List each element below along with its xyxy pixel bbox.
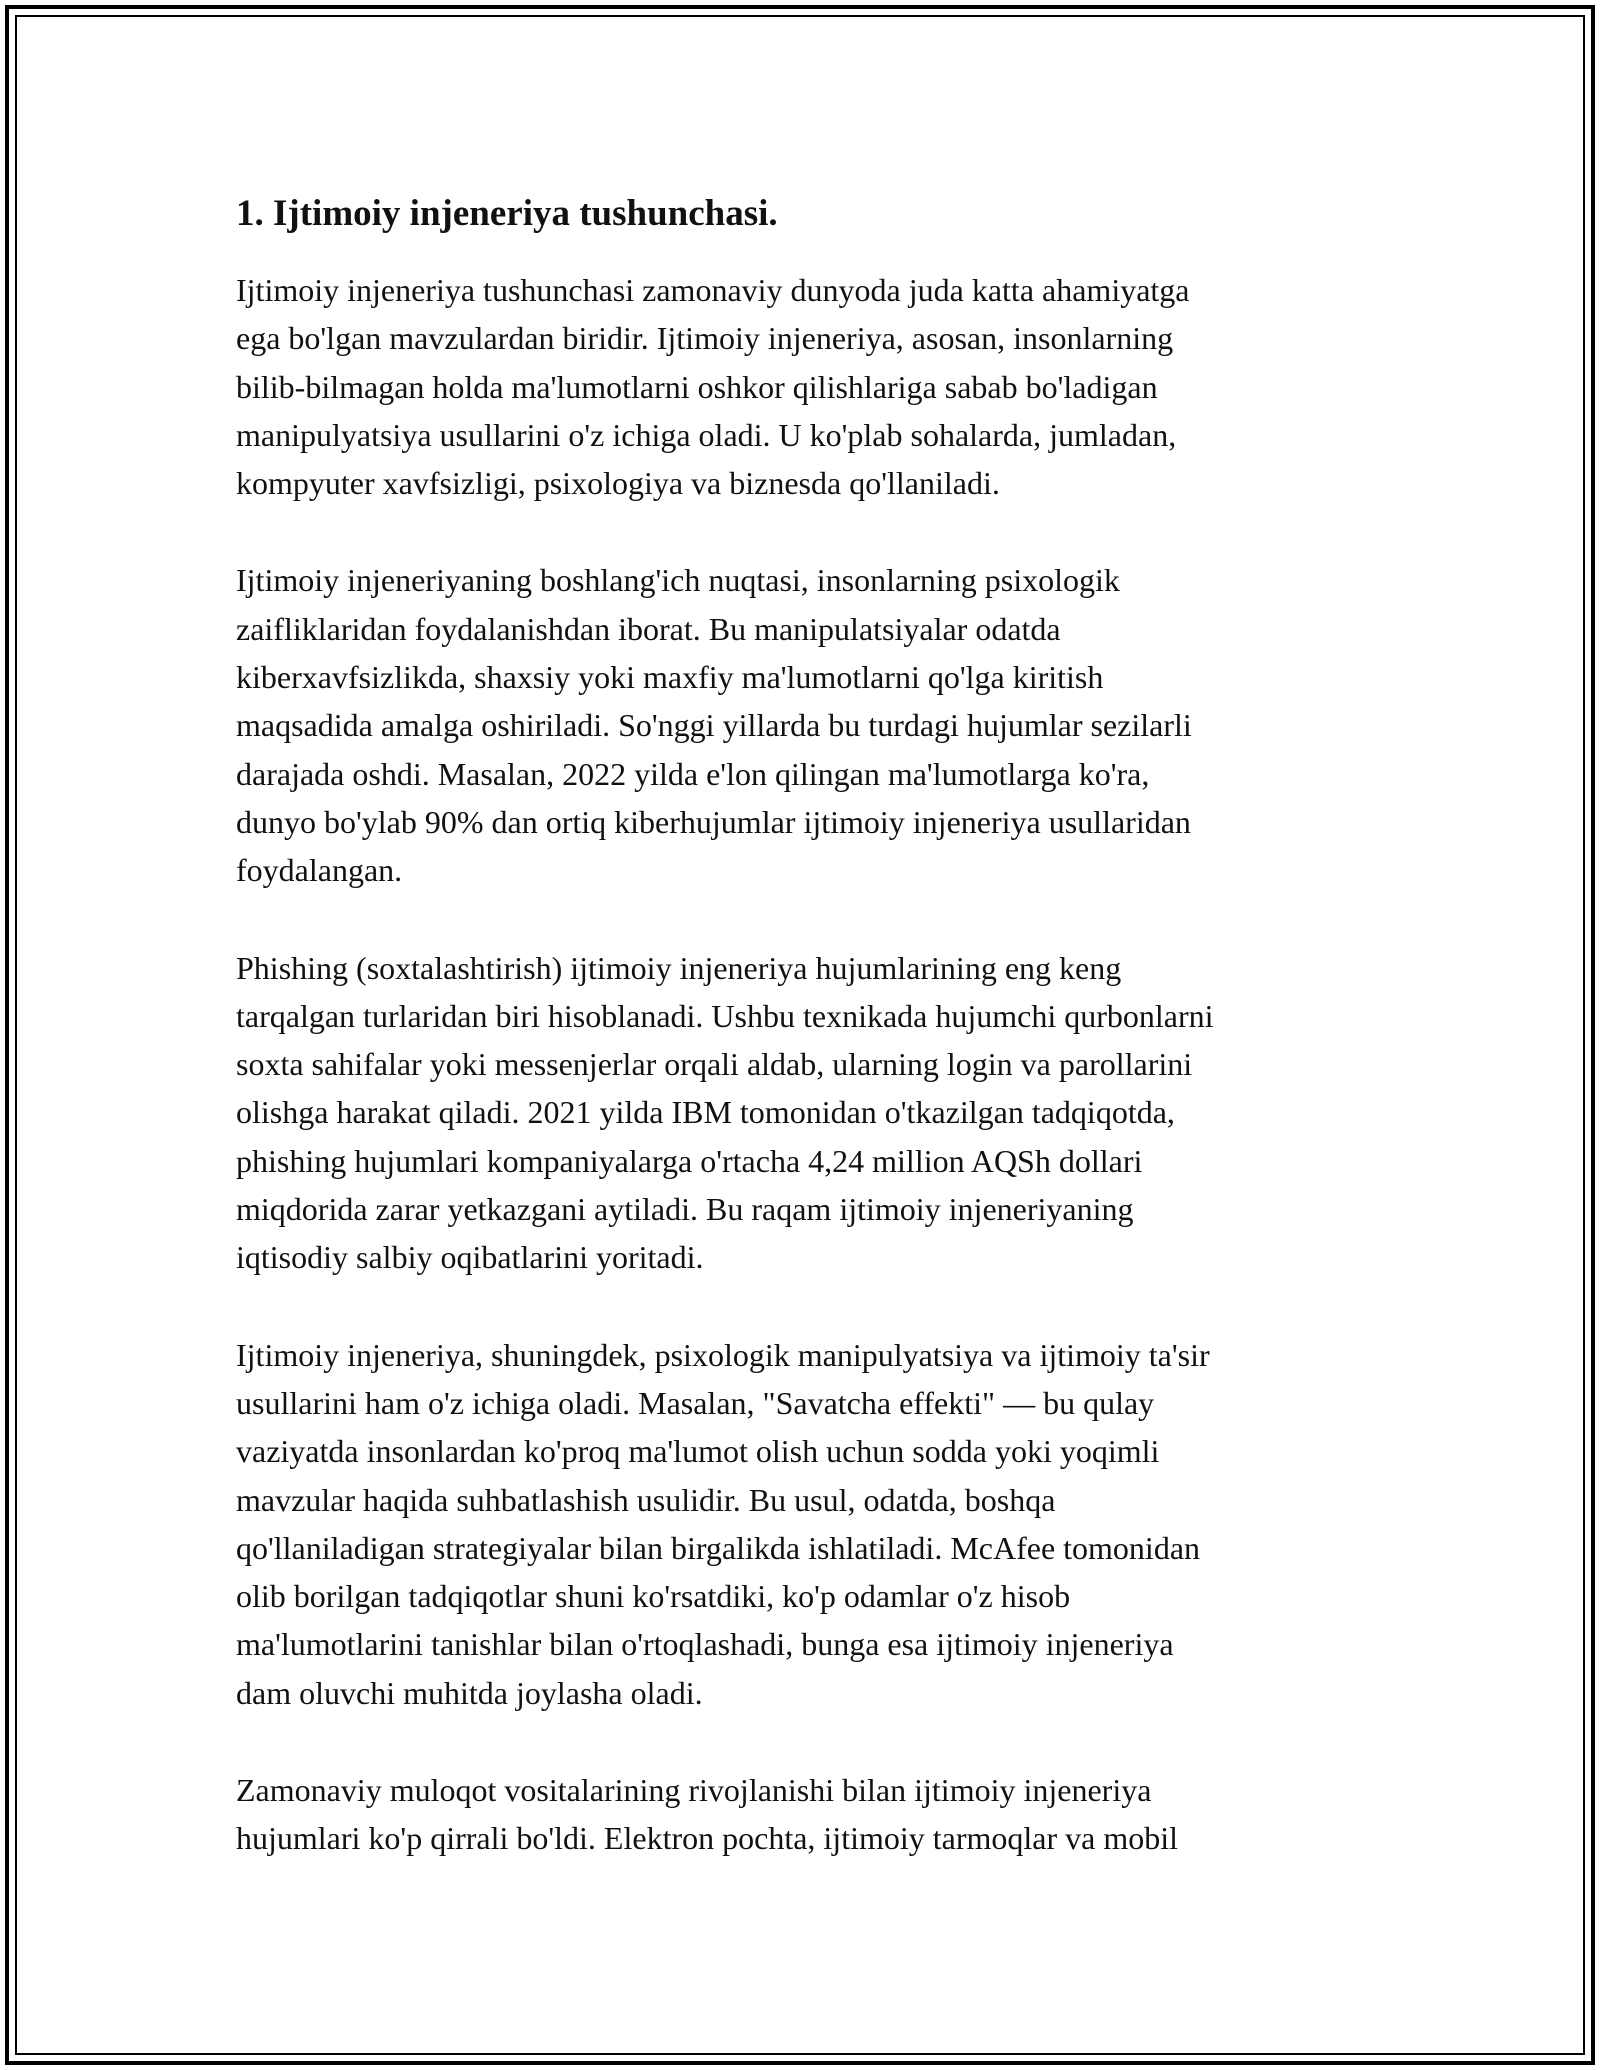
text-line: olishga harakat qiladi. 2021 yilda IBM tomonidan o'tkazilgan tadqiqotda, xyxy=(236,1094,1175,1131)
text-line: miqdorida zarar yetkazgani aytiladi. Bu raqam ijtimoiy injeneriyaning xyxy=(236,1191,1134,1228)
text-line: ma'lumotlarini tanishlar bilan o'rtoqlashadi, bunga esa ijtimoiy injeneriya xyxy=(236,1626,1174,1663)
text-line: kiberxavfsizlikda, shaxsiy yoki maxfiy ma'lumotlarni qo'lga kiritish xyxy=(236,659,1104,696)
text-line: Zamonaviy muloqot vositalarining rivojlanishi bilan ijtimoiy injeneriya xyxy=(236,1772,1152,1809)
text-line: Ijtimoiy injeneriya tushunchasi zamonaviy dunyoda juda katta ahamiyatga xyxy=(236,272,1190,308)
paragraph-4 xyxy=(236,1331,1366,1717)
text-line: Phishing (soxtalashtirish) ijtimoiy injeneriya hujumlarining eng keng xyxy=(236,949,1122,986)
text-line: ega bo'lgan mavzulardan biridir. Ijtimoiy injeneriya, asosan, insonlarning xyxy=(236,320,1174,357)
text-line: soxta sahifalar yoki messenjerlar orqali aldab, ularning login va parollarini xyxy=(236,1046,1193,1083)
text-line: usullarini ham o'z ichiga oladi. Masalan, "Savatcha effekti" — bu qulay xyxy=(236,1384,1155,1421)
text-line: tarqalgan turlaridan biri hisoblanadi. Ushbu texnikada hujumchi qurbonlarni xyxy=(236,997,1214,1034)
paragraph-2 xyxy=(236,556,1366,894)
text-line: bilib-bilmagan holda ma'lumotlarni oshkor qilishlariga sabab bo'ladigan xyxy=(236,368,1158,405)
text-line: manipulyatsiya usullarini o'z ichiga oladi. U ko'plab sohalarda, jumladan, xyxy=(236,416,1177,453)
text-line: iqtisodiy salbiy oqibatlarini yoritadi. xyxy=(236,1239,704,1276)
text-line: Ijtimoiy injeneriyaning boshlang'ich nuqtasi, insonlarning psixologik xyxy=(236,562,1120,599)
text-line: Ijtimoiy injeneriya, shuningdek, psixologik manipulyatsiya va ijtimoiy ta'sir xyxy=(236,1336,1210,1373)
text-line: maqsadida amalga oshiriladi. So'nggi yillarda bu turdagi hujumlar sezilarli xyxy=(236,707,1192,744)
text-line: phishing hujumlari kompaniyalarga o'rtacha 4,24 million AQSh dollari xyxy=(236,1142,1143,1179)
section-heading: 1. Ijtimoiy injeneriya tushunchasi. xyxy=(236,193,778,234)
text-line: olib borilgan tadqiqotlar shuni ko'rsatdiki, ko'p odamlar o'z hisob xyxy=(236,1578,1071,1615)
text-line: kompyuter xavfsizligi, psixologiya va biznesda qo'llaniladi. xyxy=(236,465,1000,502)
text-line: darajada oshdi. Masalan, 2022 yilda e'lon qilingan ma'lumotlarga ko'ra, xyxy=(236,755,1150,792)
paragraph-3 xyxy=(236,944,1366,1282)
document-page xyxy=(236,190,1366,1912)
paragraph-1 xyxy=(236,266,1366,507)
paragraph-5 xyxy=(236,1766,1366,1863)
text-line: foydalangan. xyxy=(236,852,403,889)
text-line: vaziyatda insonlardan ko'proq ma'lumot olish uchun sodda yoki yoqimli xyxy=(236,1433,1160,1470)
text-line: dam oluvchi muhitda joylasha oladi. xyxy=(236,1674,703,1711)
text-line: hujumlari ko'p qirrali bo'ldi. Elektron pochta, ijtimoiy tarmoqlar va mobil xyxy=(236,1820,1179,1857)
text-line: dunyo bo'ylab 90% dan ortiq kiberhujumlar ijtimoiy injeneriya usullaridan xyxy=(236,803,1191,840)
text-line: qo'llaniladigan strategiyalar bilan birgalikda ishlatiladi. McAfee tomonidan xyxy=(236,1529,1201,1566)
text-line: mavzular haqida suhbatlashish usulidir. Bu usul, odatda, boshqa xyxy=(236,1481,1056,1518)
text-line: zaifliklaridan foydalanishdan iborat. Bu manipulatsiyalar odatda xyxy=(236,610,1061,647)
